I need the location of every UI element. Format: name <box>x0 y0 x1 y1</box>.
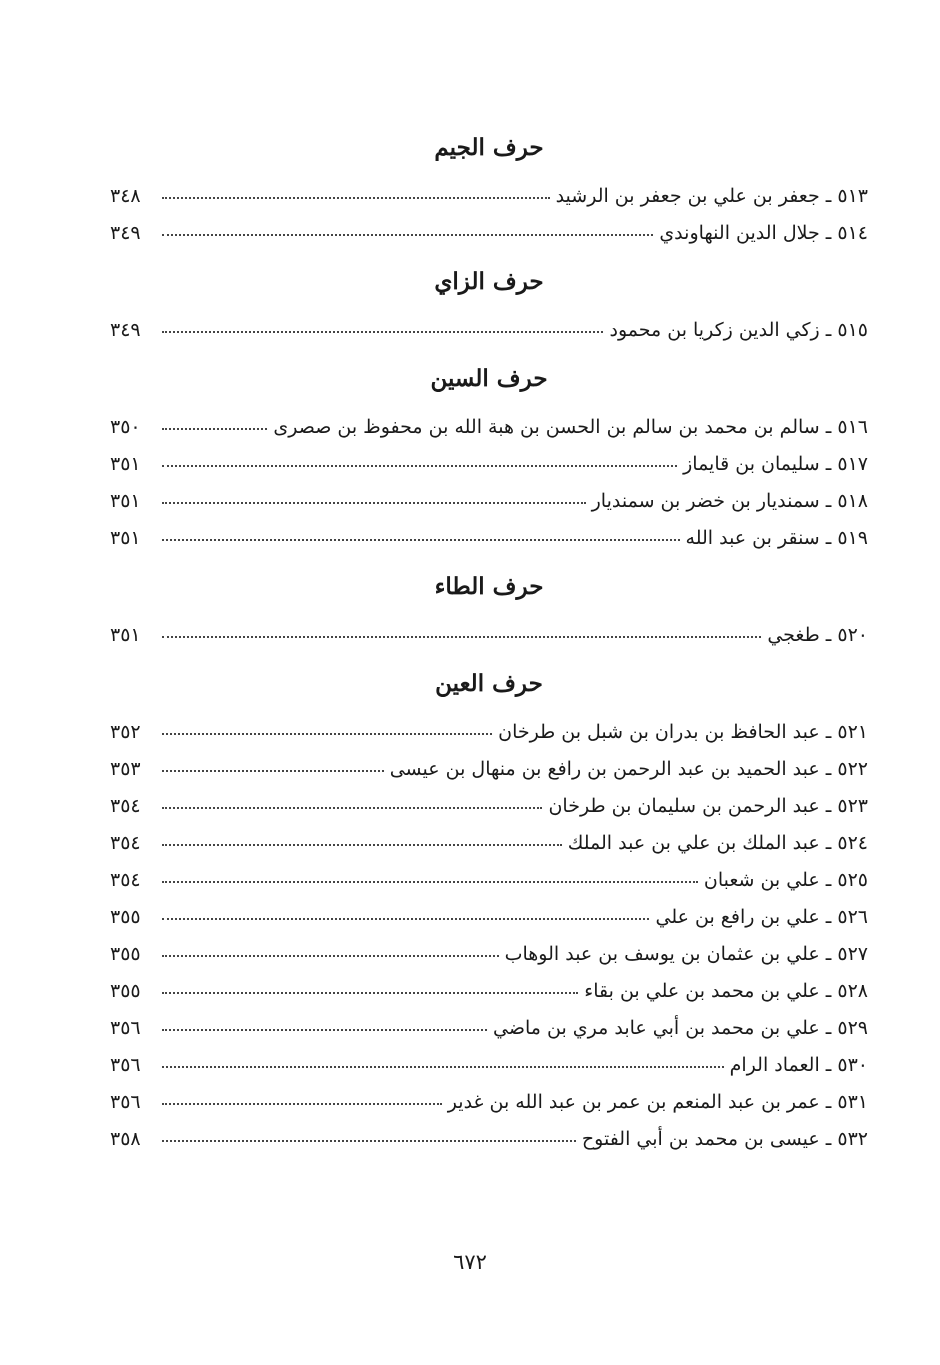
table-of-contents <box>110 118 868 1158</box>
entry-title: ٥١٩ ـ سنقر بن عبد الله <box>685 527 868 549</box>
dot-leader <box>162 918 649 920</box>
toc-entry <box>110 825 868 862</box>
entry-page-number: ٣٥٠ <box>110 416 141 438</box>
toc-entry <box>110 1121 868 1158</box>
entry-title: ٥٢٣ ـ عبد الرحمن بن سليمان بن طرخان <box>548 795 868 817</box>
entry-title: ٥١٧ ـ سليمان بن قايماز <box>683 453 868 475</box>
entry-page-number: ٣٥١ <box>110 527 141 549</box>
section-jim <box>110 118 868 252</box>
entry-title: ٥٢٨ ـ علي بن محمد بن علي بن بقاء <box>584 980 868 1002</box>
section-heading: حرف العين <box>435 670 543 697</box>
toc-entry <box>110 862 868 899</box>
entry-title: ٥٣٢ ـ عيسى بن محمد بن أبي الفتوح <box>581 1128 868 1150</box>
entry-title: ٥٢٧ ـ علي بن عثمان بن يوسف بن عبد الوهاب <box>504 943 868 965</box>
dot-leader <box>162 955 499 957</box>
toc-entry <box>110 483 868 520</box>
toc-entry <box>110 520 868 557</box>
entry-page-number: ٣٤٩ <box>110 222 141 244</box>
entry-title: ٥١٤ ـ جلال الدين النهاوندي <box>659 222 868 244</box>
toc-entry <box>110 409 868 446</box>
entry-page-number: ٣٤٩ <box>110 319 141 341</box>
dot-leader <box>162 992 578 994</box>
entry-page-number: ٣٥٦ <box>110 1017 141 1039</box>
entry-title: ٥٢٩ ـ علي بن محمد بن أبي عابد مري بن ماضي <box>493 1017 868 1039</box>
dot-leader <box>162 733 492 735</box>
toc-entry <box>110 714 868 751</box>
dot-leader <box>162 770 384 772</box>
section-heading: حرف السين <box>430 365 548 392</box>
toc-entry <box>110 936 868 973</box>
toc-entry <box>110 617 868 654</box>
page-number: ٦٧٢ <box>453 1250 487 1274</box>
entry-page-number: ٣٥٢ <box>110 721 141 743</box>
dot-leader <box>162 428 267 430</box>
entry-page-number: ٣٥٦ <box>110 1054 141 1076</box>
entry-page-number: ٣٥٤ <box>110 795 141 817</box>
dot-leader <box>162 807 542 809</box>
entry-page-number: ٣٥٣ <box>110 758 141 780</box>
toc-entry <box>110 178 868 215</box>
toc-entry <box>110 1047 868 1084</box>
toc-entry <box>110 973 868 1010</box>
section-ta <box>110 557 868 654</box>
section-ayn <box>110 654 868 1158</box>
entry-page-number: ٣٥٥ <box>110 980 141 1002</box>
toc-entry <box>110 446 868 483</box>
toc-entry <box>110 899 868 936</box>
entry-page-number: ٣٤٨ <box>110 185 141 207</box>
dot-leader <box>162 1140 576 1142</box>
dot-leader <box>162 844 562 846</box>
toc-entry <box>110 1084 868 1121</box>
dot-leader <box>162 881 698 883</box>
section-sin <box>110 349 868 557</box>
entry-page-number: ٣٥٥ <box>110 943 141 965</box>
dot-leader <box>162 1103 442 1105</box>
entry-page-number: ٣٥٨ <box>110 1128 141 1150</box>
dot-leader <box>162 465 677 467</box>
toc-entry <box>110 215 868 252</box>
dot-leader <box>162 636 761 638</box>
dot-leader <box>162 502 586 504</box>
entry-page-number: ٣٥٤ <box>110 869 141 891</box>
dot-leader <box>162 539 680 541</box>
dot-leader <box>162 1066 724 1068</box>
entry-title: ٥٢٦ ـ علي بن رافع بن علي <box>655 906 868 928</box>
entry-title: ٥٢٢ ـ عبد الحميد بن عبد الرحمن بن رافع بن منهال بن عيسى <box>389 758 868 780</box>
entry-title: ٥١٥ ـ زكي الدين زكريا بن محمود <box>609 319 868 341</box>
entry-title: ٥٣٠ ـ العماد الرام <box>729 1054 868 1076</box>
entry-title: ٥٢١ ـ عبد الحافظ بن بدران بن شبل بن طرخان <box>498 721 868 743</box>
toc-entry <box>110 312 868 349</box>
dot-leader <box>162 197 550 199</box>
dot-leader <box>162 234 653 236</box>
entry-page-number: ٣٥٦ <box>110 1091 141 1113</box>
dot-leader <box>162 331 603 333</box>
entry-title: ٥٢٥ ـ علي بن شعبان <box>703 869 868 891</box>
toc-entry <box>110 751 868 788</box>
entry-page-number: ٣٥٤ <box>110 832 141 854</box>
section-heading: حرف الزاي <box>434 268 544 295</box>
entry-title: ٥٢٠ ـ طغجي <box>767 624 868 646</box>
dot-leader <box>162 1029 487 1031</box>
section-heading: حرف الطاء <box>434 573 544 600</box>
toc-entry <box>110 1010 868 1047</box>
entry-title: ٥١٣ ـ جعفر بن علي بن جعفر بن الرشيد <box>555 185 868 207</box>
section-zay <box>110 252 868 349</box>
entry-title: ٥١٦ ـ سالم بن محمد بن سالم بن الحسن بن هبة الله بن محفوظ بن صصرى <box>273 416 868 438</box>
entry-page-number: ٣٥١ <box>110 490 141 512</box>
toc-entry <box>110 788 868 825</box>
entry-title: ٥٣١ ـ عمر بن عبد المنعم بن عمر بن عبد الله بن غدير <box>447 1091 868 1113</box>
entry-page-number: ٣٥١ <box>110 453 141 475</box>
entry-page-number: ٣٥١ <box>110 624 141 646</box>
entry-page-number: ٣٥٥ <box>110 906 141 928</box>
entry-title: ٥١٨ ـ سمنديار بن خضر بن سمنديار <box>591 490 868 512</box>
entry-title: ٥٢٤ ـ عبد الملك بن علي بن عبد الملك <box>567 832 868 854</box>
section-heading: حرف الجيم <box>434 134 544 161</box>
